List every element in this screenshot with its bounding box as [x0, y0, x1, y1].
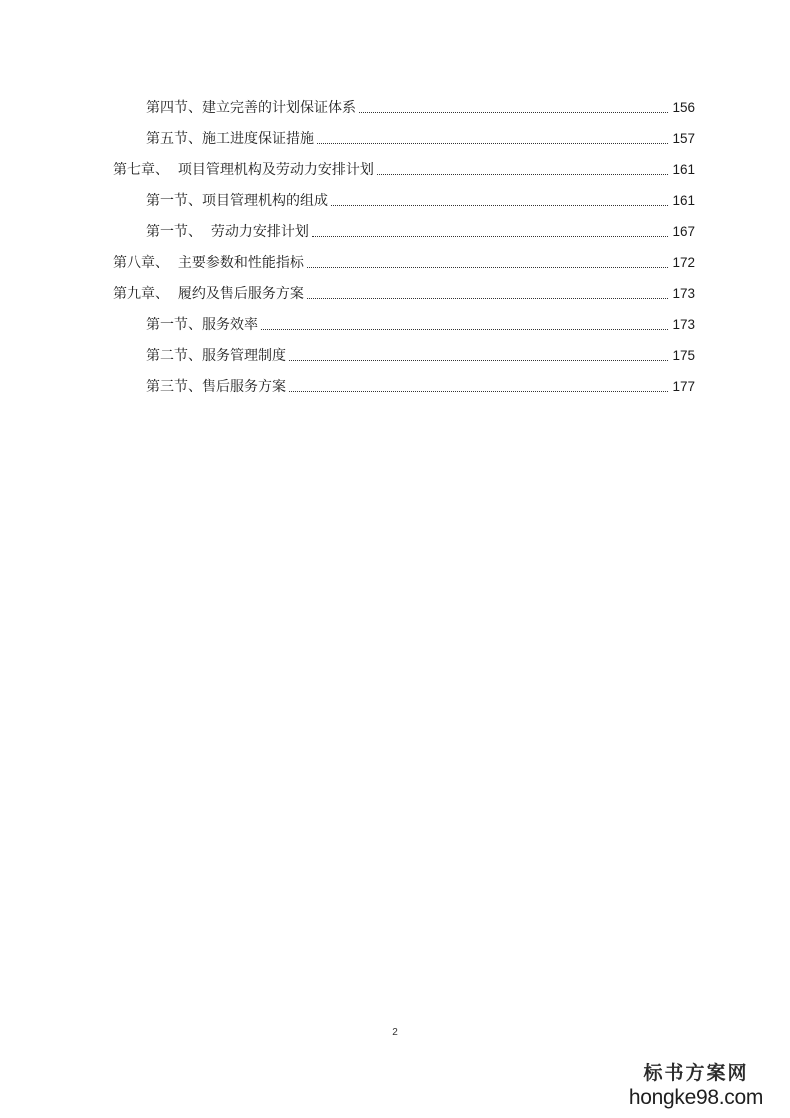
toc-entry-page: 161 [672, 193, 695, 208]
toc-entry-page: 167 [672, 224, 695, 239]
toc-dot-leader [359, 111, 668, 113]
toc-dot-leader [377, 173, 669, 175]
toc-entry[interactable] [146, 95, 695, 117]
toc-entry[interactable] [146, 219, 695, 241]
toc-entry-title: 第五节、施工进度保证措施 [146, 131, 314, 147]
toc-entry-page: 173 [672, 286, 695, 301]
page-number: 2 [392, 1027, 398, 1038]
toc-entry-page: 172 [672, 255, 695, 270]
toc-entry-page: 156 [672, 100, 695, 115]
toc-entry-page: 177 [672, 379, 695, 394]
toc-entry[interactable] [113, 281, 695, 303]
watermark-site-url: hongke98.com [628, 1086, 764, 1109]
toc-dot-leader [317, 142, 668, 144]
toc-dot-leader [331, 204, 668, 206]
toc-entry-page: 157 [672, 131, 695, 146]
toc-entry-title: 第三节、售后服务方案 [146, 379, 286, 395]
toc-dot-leader [289, 390, 668, 392]
toc-entry-title: 第七章、 项目管理机构及劳动力安排计划 [113, 162, 374, 178]
toc-entry-page: 161 [672, 162, 695, 177]
toc-entry-title: 第八章、 主要参数和性能指标 [113, 255, 304, 271]
watermark-site-name: 标书方案网 [643, 1062, 749, 1084]
toc-entry[interactable] [146, 312, 695, 334]
toc-entry-title: 第一节、项目管理机构的组成 [146, 193, 328, 209]
toc-entry-title: 第二节、服务管理制度 [146, 348, 286, 364]
toc-dot-leader [289, 359, 668, 361]
toc-dot-leader [307, 266, 669, 268]
toc-entry[interactable] [146, 126, 695, 148]
toc-entry[interactable] [146, 188, 695, 210]
toc-entry-title: 第四节、建立完善的计划保证体系 [146, 100, 356, 116]
site-watermark [616, 1064, 776, 1108]
toc-entry-title: 第一节、 劳动力安排计划 [146, 224, 309, 240]
toc-dot-leader [307, 297, 669, 299]
toc-entry-page: 173 [672, 317, 695, 332]
toc-dot-leader [312, 235, 669, 237]
toc-entry-title: 第九章、 履约及售后服务方案 [113, 286, 304, 302]
toc-entry[interactable] [146, 343, 695, 365]
toc-entry-page: 175 [672, 348, 695, 363]
toc-entry[interactable] [113, 157, 695, 179]
toc-entry-title: 第一节、服务效率 [146, 317, 258, 333]
toc-entry[interactable] [146, 374, 695, 396]
toc-entry[interactable] [113, 250, 695, 272]
toc-dot-leader [261, 328, 668, 330]
